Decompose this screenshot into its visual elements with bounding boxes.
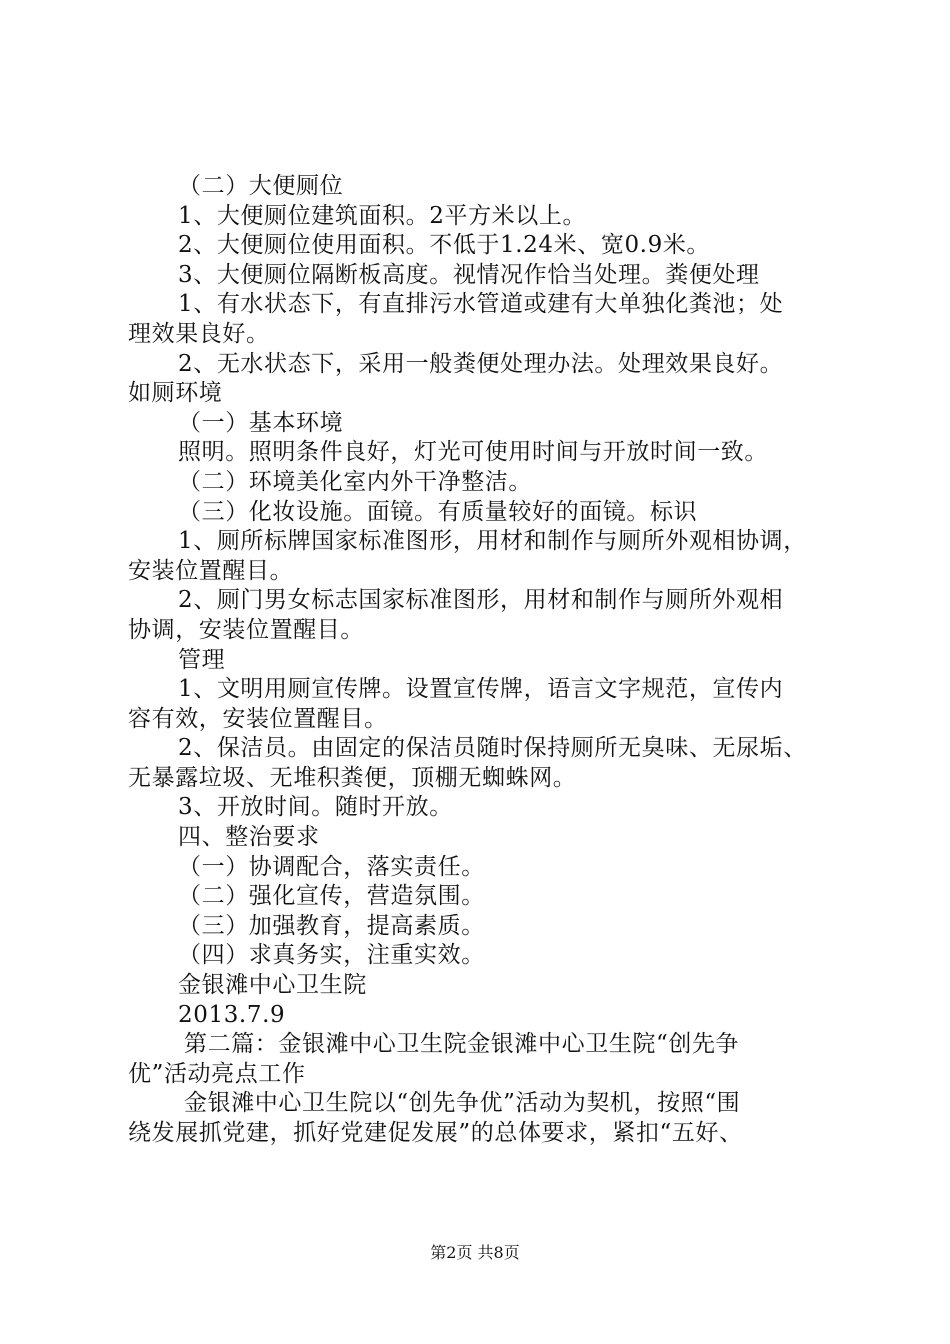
text-line: 1、大便厕位建筑面积。2平方米以上。 <box>178 202 587 229</box>
text-line: （四）求真务实，注重实效。 <box>178 942 485 969</box>
text-line: 2、无水状态下，采用一般粪便处理办法。处理效果良好。 <box>178 350 784 377</box>
text-line: 3、开放时间。随时开放。 <box>178 794 453 821</box>
text-line: 无暴露垃圾、无堆积粪便，顶棚无蜘蛛网。 <box>128 764 577 791</box>
text-line: 2、大便厕位使用面积。不低于1.24米、宽0.9米。 <box>178 232 711 259</box>
text-line: 协调，安装位置醒目。 <box>128 616 364 643</box>
text-line: 第二篇：金银滩中心卫生院金银滩中心卫生院“创先争 <box>184 1031 740 1058</box>
text-line: 管理 <box>178 646 226 673</box>
text-line: 金银滩中心卫生院 <box>178 972 367 999</box>
text-line: 2、厕门男女标志国家标准图形，用材和制作与厕所外观相 <box>178 587 784 614</box>
text-line: 2、保洁员。由固定的保洁员随时保持厕所无臭味、无尿垢、 <box>178 735 807 762</box>
text-line: 1、厕所标牌国家标准图形，用材和制作与厕所外观相协调， <box>178 528 807 555</box>
text-line: 照明。照明条件良好，灯光可使用时间与开放时间一致。 <box>178 439 768 466</box>
text-line: 如厕环境 <box>128 380 223 407</box>
text-line: 2013.7.9 <box>178 1001 286 1028</box>
text-line: （一）基本环境 <box>178 409 344 436</box>
text-line: 1、文明用厕宣传牌。设置宣传牌，语言文字规范，宣传内 <box>178 676 784 703</box>
text-line: （三）加强教育，提高素质。 <box>178 912 485 939</box>
text-line: 优”活动亮点工作 <box>128 1060 306 1087</box>
text-line: （三）化妆设施。面镜。有质量较好的面镜。标识 <box>178 498 698 525</box>
text-line: 容有效，安装位置醒目。 <box>128 705 388 732</box>
text-line: 1、有水状态下，有直排污水管道或建有大单独化粪池；处 <box>178 291 784 318</box>
document-body <box>128 172 834 1149</box>
text-line: 3、大便厕位隔断板高度。视情况作恰当处理。粪便处理 <box>178 261 760 288</box>
text-line: 安装位置醒目。 <box>128 557 294 584</box>
text-line: 四、整治要求 <box>178 824 320 851</box>
page-footer: 第2页 共8页 <box>430 1243 520 1262</box>
text-line: 绕发展抓党建，抓好党建促发展”的总体要求，紧扣“五好、 <box>128 1120 743 1146</box>
text-line: （二）大便厕位 <box>178 173 344 199</box>
text-line: 金银滩中心卫生院以“创先争优”活动为契机，按照“围 <box>184 1090 741 1117</box>
text-line: （二）强化宣传，营造氛围。 <box>178 883 485 910</box>
text-line: （一）协调配合，落实责任。 <box>178 853 485 880</box>
text-line: 理效果良好。 <box>128 320 270 347</box>
text-line: （二）环境美化室内外干净整洁。 <box>178 468 532 495</box>
